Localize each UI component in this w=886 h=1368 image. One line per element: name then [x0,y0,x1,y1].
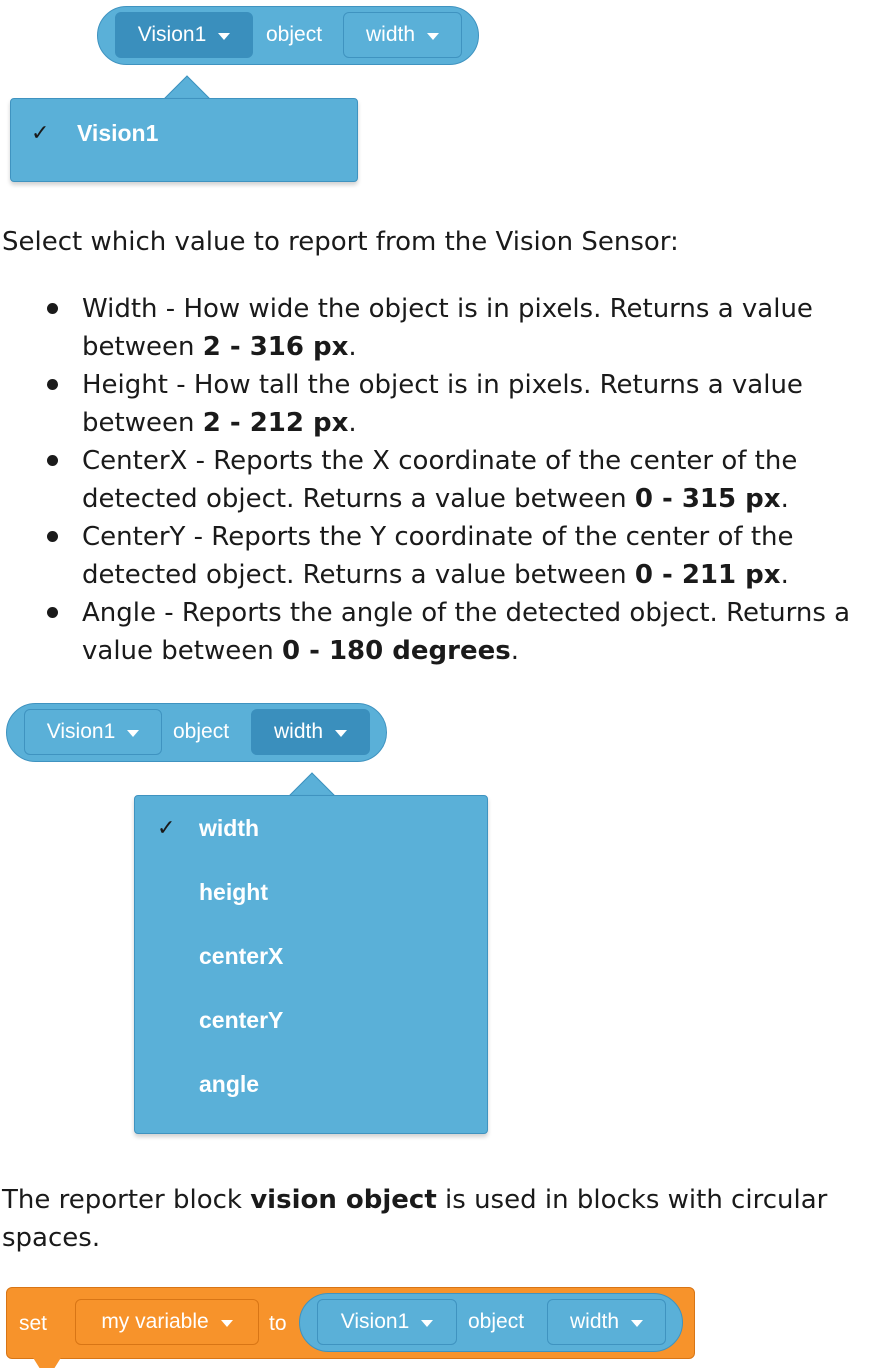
variable-dropdown[interactable] [75,1299,259,1345]
sensor-dropdown-2[interactable] [24,709,162,755]
sensor-dropdown-1[interactable] [115,12,253,58]
list-item: Angle - Reports the angle of the detected object. Returns a value between 0 - 180 degrees. [82,594,882,670]
caret-down-icon [335,730,347,737]
property-dropdown-menu [134,795,488,1134]
sensor-label: Vision1 [340,1310,410,1333]
dropdown-option-centerx[interactable]: centerX [199,943,284,969]
checkmark-icon: ✓ [31,121,50,146]
set-variable-block[interactable] [6,1287,695,1359]
property-dropdown-1[interactable] [343,12,462,58]
caret-down-icon [127,730,139,737]
block-notch [32,1356,62,1368]
dropdown-pointer-fill [173,100,203,104]
object-word: object [468,1310,525,1333]
checkmark-icon: ✓ [157,816,176,841]
object-word: object [266,23,323,46]
list-item: Height - How tall the object is in pixels. Returns a value between 2 - 212 px. [82,366,882,442]
dropdown-option-vision1[interactable]: Vision1 [77,120,159,146]
property-dropdown-3[interactable] [547,1299,666,1345]
property-label: width [569,1310,620,1333]
to-word: to [269,1312,287,1335]
object-word: object [173,720,230,743]
caret-down-icon [218,33,230,40]
value-list [0,290,882,670]
sensor-label: Vision1 [46,720,116,743]
intro-text: Select which value to report from the Vision Sensor: [2,227,679,257]
vision-object-block-3[interactable] [299,1293,683,1352]
sensor-dropdown-menu [10,98,358,182]
dropdown-option-height[interactable]: height [199,879,268,905]
vision-object-block-1[interactable] [97,6,479,65]
caret-down-icon [631,1320,643,1327]
vision-object-block-2[interactable] [6,703,387,762]
caret-down-icon [421,1320,433,1327]
sensor-label: Vision1 [137,23,207,46]
set-word: set [19,1312,48,1335]
property-dropdown-2[interactable] [251,709,370,755]
caret-down-icon [221,1320,233,1327]
caret-down-icon [427,33,439,40]
property-label: width [273,720,324,743]
dropdown-pointer-fill [298,797,328,801]
dropdown-option-width[interactable]: width [199,815,260,841]
outro-text: The reporter block vision object is used in blocks with circular spaces. [2,1185,828,1253]
dropdown-option-centery[interactable]: centerY [199,1007,284,1033]
list-item: CenterX - Reports the X coordinate of the center of the detected object. Returns a value between 0 - 315 px. [82,442,882,518]
list-item: CenterY - Reports the Y coordinate of the center of the detected object. Returns a value between 0 - 211 px. [82,518,882,594]
dropdown-option-angle[interactable]: angle [199,1071,260,1097]
property-label: width [365,23,416,46]
list-item: Width - How wide the object is in pixels. Returns a value between 2 - 316 px. [82,290,882,366]
variable-label: my variable [101,1310,209,1333]
sensor-dropdown-3[interactable] [317,1299,457,1345]
